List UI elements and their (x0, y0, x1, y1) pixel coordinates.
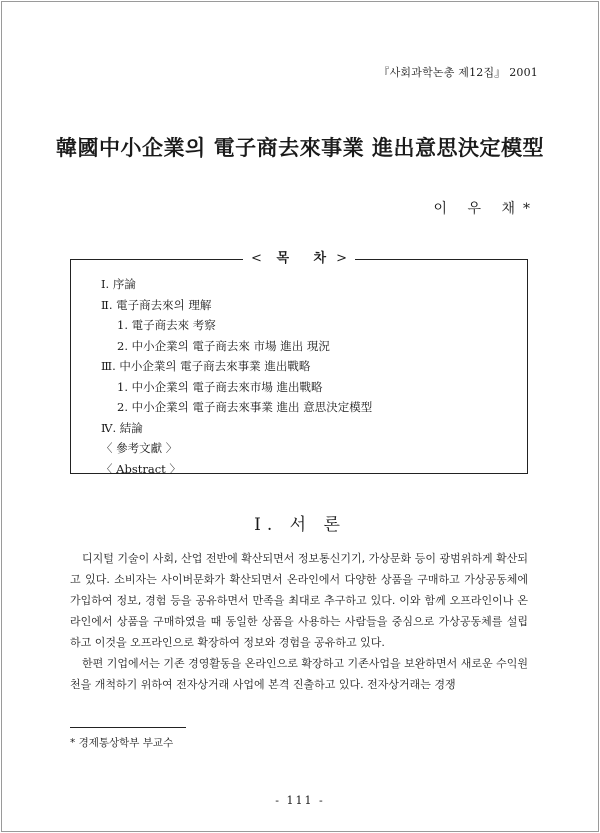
toc-item: Ⅱ. 電子商去來의 理解 (101, 297, 212, 312)
body-text (70, 548, 528, 695)
toc-item: Ⅳ. 結論 (101, 420, 143, 435)
toc-item: 〈 參考文獻 〉 (101, 441, 178, 455)
toc-item: Ⅰ. 序論 (101, 277, 136, 291)
toc-title (71, 249, 527, 269)
footnote: * 경제통상학부 부교수 (70, 737, 174, 749)
paper-title: 韓國中小企業의 電子商去來事業 進出意思決定模型 (56, 135, 544, 160)
footnote-divider (70, 727, 186, 728)
page-number: - 111 - (275, 794, 325, 807)
toc-bracket-left: < (251, 251, 262, 266)
author-name: 이 우 채* (433, 201, 538, 217)
toc-bracket-right: > (336, 251, 347, 266)
toc-item: 2. 中小企業의 電子商去來事業 進出 意思決定模型 (117, 400, 373, 414)
toc-item: 1. 電子商去來 考察 (117, 318, 216, 332)
table-of-contents (70, 251, 528, 476)
section-heading: Ⅰ. 서 론 (254, 515, 346, 535)
body-paragraph: 한편 기업에서는 기존 경영활동을 온라인으로 확장하고 기존사업을 보완하면서 새로운 수익원천을 개척하기 위하여 전자상거래 사업에 본격 진출하고 있다. 전자상거래는 경쟁 (70, 657, 528, 691)
toc-item: Ⅲ. 中小企業의 電子商去來事業 進出戰略 (101, 359, 311, 373)
toc-item: 〈 Abstract 〉 (101, 461, 181, 476)
toc-list (101, 274, 372, 479)
toc-item: 1. 中小企業의 電子商去來市場 進出戰略 (117, 379, 323, 394)
toc-title-text: 목 차 (276, 251, 337, 266)
toc-item: 2. 中小企業의 電子商去來 市場 進出 現況 (117, 338, 330, 353)
body-paragraph: 디지털 기술이 사회, 산업 전반에 확산되면서 정보통신기기, 가상문화 등이 광범위하게 확산되고 있다. 소비자는 사이버문화가 확산되면서 온라인에서 다양한 상품을 구매하고 가상공동체에 가입하여 정보, 경험 등을 공유하면서 만족을 최대로 추구하고 있다. 이와 함께 오프라인이나 온라인에서 상품을 구매하였을 때 동일한 상품을 사용하는 사람들을 중심으로 가상공동체를 설립하고 이것을 오프라인으로 확장하여 정보와 경험을 공유하고 있다. (70, 552, 528, 649)
journal-header: 『사회과학논총 제12집』 2001 (378, 66, 538, 79)
